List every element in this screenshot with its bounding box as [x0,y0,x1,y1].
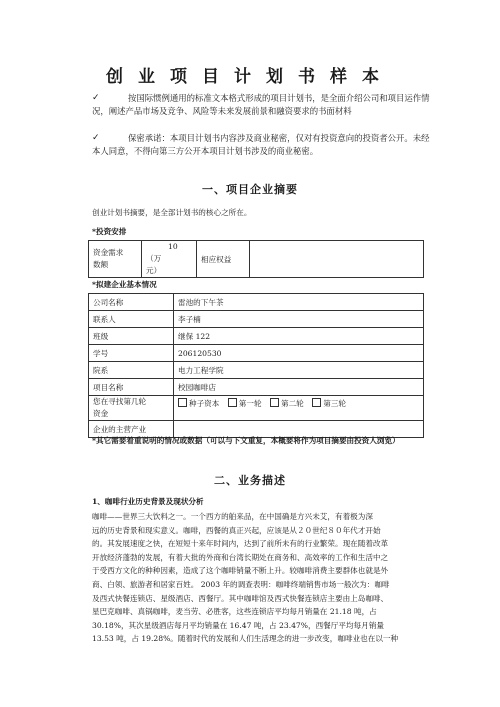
stage-option-first[interactable]: 第一轮 [228,399,262,408]
intro-bullet-2 [92,132,432,159]
financing-amount: 10 （万 元） [142,241,197,278]
text-line: 开放经济蓬勃的发展，有着大批的外商和台湾长期处在商务和、高效率的工作和生活中之 [92,552,389,562]
basic-info-table [88,293,424,438]
subsection-heading: 1、咖啡行业历史背景及现状分析 [92,497,204,506]
checkbox-icon [178,398,187,407]
text-line: 远的历史背景和现实意义。咖啡，西餐的真正兴起，应该是从２０世纪８０年代才开始 [92,525,381,535]
row-value: 校园咖啡店 [174,379,424,396]
row-value: 电力工程学院 [174,362,424,379]
text-line: 星巴克咖啡、真锅咖啡，麦当劳、必胜客，这些连锁店平均每月销量在 21.18 吨，占 [92,607,377,617]
row-label: 学号 [89,345,174,362]
row-label: 联系人 [89,311,174,328]
basic-info-label: *拟建企业基本情况 [92,280,157,289]
row-value: 继保 122 [174,328,424,345]
table-row [89,328,424,345]
row-value: 李子楠 [174,311,424,328]
checkbox-icon [270,398,279,407]
row-label: 院系 [89,362,174,379]
row-value: 雷池的下午茶 [174,294,424,311]
row-label: 企业的主营产业 [89,421,174,438]
checkmark-icon: ✓ [92,93,100,103]
stage-options [174,396,424,421]
business-paragraph [92,510,432,646]
table-row [89,396,424,421]
section-heading-business: 二、业务描述 [214,474,286,487]
row-value: 206120530 [174,345,424,362]
table-row [89,294,424,311]
text-line: 商、白领、旅游者和居家百姓。 2003 年的调查表明：咖啡终端销售市场一般次为：咖啡 [92,579,390,589]
checkbox-icon [228,398,237,407]
document-title: 创业项目计划书样本 [106,67,394,87]
text-line: 咖啡——世界三大饮料之一。一个西方的舶来品，在中国确是方兴未艾，有着极为深 [92,512,373,521]
text-line: 于受西方文化的种种因素，造成了这个咖啡销量不断上升。较咖啡消费主要群体也就是外 [92,566,389,576]
section-heading-summary: 一、项目企业摘要 [202,183,298,196]
equity-value [250,241,424,278]
text-line: 30.18%，其次星级酒店每月平均销量在 16.47 吨，占 23.47%，西餐厅平均每月销量 [92,620,384,630]
text-line: 的。其发展速度之快，在短短十来年时间内，达到了前所未有的行业繁荣。现在随着改革 [92,539,389,549]
stage-label: 您在寻找第几轮 资金 [89,396,174,421]
intro-bullet-text: 保密承诺：本项目计划书内容涉及商业秘密，仅对有投资意向的投资者公开。未经本人同意，不得向第三方公开本项目计划书涉及的商业秘密。 [92,133,430,157]
text-line: 13.53 吨，占 19.28%。随着时代的发展和人们生活理念的进一步改变，咖啡业也在以一种 [92,634,399,644]
table-row [89,345,424,362]
checkmark-icon: ✓ [92,133,100,143]
intro-bullet-1 [92,92,432,119]
table-row [89,311,424,328]
intro-bullet-text: 按国际惯例通用的标准文本格式形成的项目计划书，是全面介绍公司和项目运作情况，阐述产品市场及竞争、风险等未来发展前景和融资要求的书面材料 [92,93,430,117]
financing-need-label: 资金需求 数额 [89,241,142,278]
checkbox-icon [312,398,321,407]
row-label: 项目名称 [89,379,174,396]
stage-option-second[interactable]: 第二轮 [270,399,304,408]
stage-option-third[interactable]: 第三轮 [312,399,346,408]
stage-option-seed[interactable]: 种子资本 [178,399,219,408]
financing-label: *投资安排 [92,227,127,236]
text-line: 及西式快餐连锁店、星级酒店、西餐厅。其中咖啡馆及西式快餐连锁店主要由上岛咖啡、 [92,593,389,603]
other-note: *其它需要着重说明的情况或数据（可以与下文重复，本概要将作为项目摘要由投资人浏览） [92,436,400,445]
table-row [89,379,424,396]
financing-table [88,240,424,278]
row-label: 公司名称 [89,294,174,311]
table-row [89,362,424,379]
row-label: 班级 [89,328,174,345]
summary-intro: 创业计划书摘要，是全部计划书的核心之所在。 [92,208,252,217]
equity-label: 相应权益 [197,241,250,278]
